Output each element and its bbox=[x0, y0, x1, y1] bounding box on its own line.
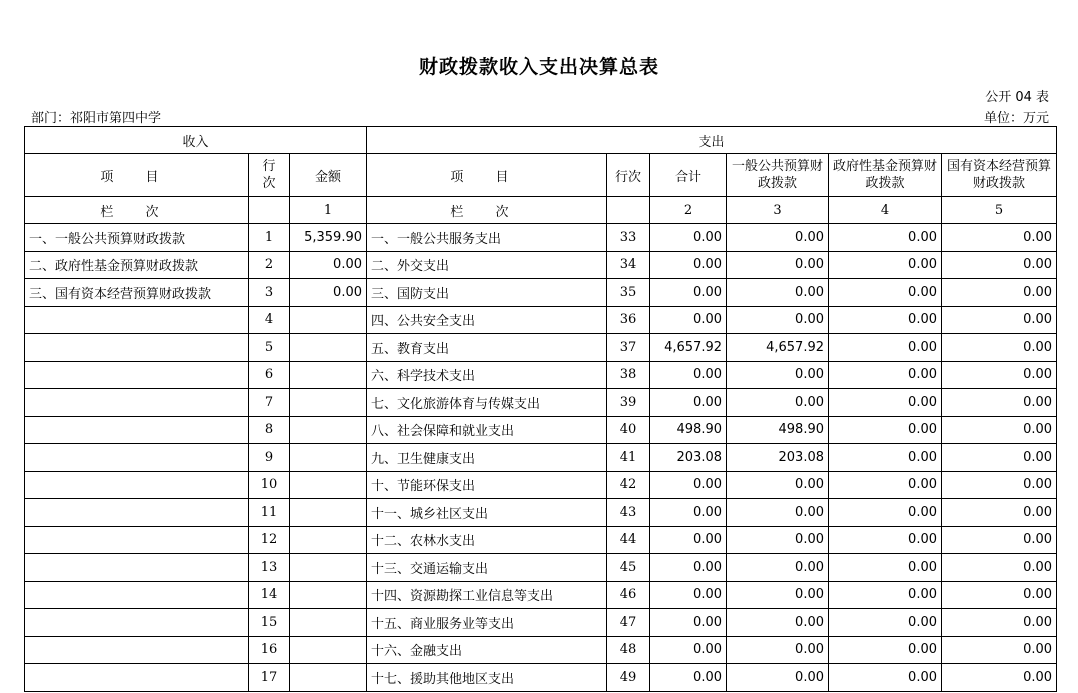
fiscal-summary-table bbox=[24, 126, 1057, 692]
expense-column-label-text: 栏 次 bbox=[450, 204, 523, 220]
general-budget-cell: 0.00 bbox=[727, 361, 829, 389]
department-label: 部门：祁阳市第四中学 bbox=[31, 111, 162, 126]
income-item-cell bbox=[25, 471, 249, 499]
table-row bbox=[25, 251, 1057, 279]
table-row bbox=[25, 444, 1057, 472]
state-capital-cell: 0.00 bbox=[942, 471, 1057, 499]
expense-row-no-cell: 38 bbox=[607, 361, 650, 389]
unit-label: 单位：万元 bbox=[983, 111, 1049, 126]
income-amount-cell bbox=[290, 306, 367, 334]
state-capital-cell: 0.00 bbox=[942, 444, 1057, 472]
table-row bbox=[25, 279, 1057, 307]
expense-row-no-cell: 48 bbox=[607, 636, 650, 664]
state-capital-header: 国有资本经营预算财政拨款 bbox=[942, 154, 1057, 197]
expense-item-cell: 十一、城乡社区支出 bbox=[367, 499, 607, 527]
income-row-no-header bbox=[249, 154, 290, 197]
table-row bbox=[25, 499, 1057, 527]
expense-row-no-cell: 44 bbox=[607, 526, 650, 554]
income-row-no-cell: 9 bbox=[249, 444, 290, 472]
expense-item-cell: 十四、资源勘探工业信息等支出 bbox=[367, 581, 607, 609]
income-item-cell bbox=[25, 361, 249, 389]
table-row bbox=[25, 361, 1057, 389]
expense-item-cell: 一、一般公共服务支出 bbox=[367, 224, 607, 252]
expense-item-cell: 三、国防支出 bbox=[367, 279, 607, 307]
total-cell: 0.00 bbox=[650, 664, 727, 692]
state-capital-cell: 0.00 bbox=[942, 251, 1057, 279]
general-budget-cell: 0.00 bbox=[727, 636, 829, 664]
state-capital-cell: 0.00 bbox=[942, 389, 1057, 417]
total-header: 合计 bbox=[650, 154, 727, 197]
total-cell: 0.00 bbox=[650, 389, 727, 417]
total-cell: 0.00 bbox=[650, 636, 727, 664]
total-cell: 0.00 bbox=[650, 499, 727, 527]
expense-item-cell: 八、社会保障和就业支出 bbox=[367, 416, 607, 444]
general-budget-cell: 4,657.92 bbox=[727, 334, 829, 362]
gov-fund-cell: 0.00 bbox=[829, 334, 942, 362]
income-amount-cell bbox=[290, 526, 367, 554]
expense-row-no-cell: 46 bbox=[607, 581, 650, 609]
table-row bbox=[25, 389, 1057, 417]
expense-item-cell: 五、教育支出 bbox=[367, 334, 607, 362]
expense-item-header bbox=[367, 154, 607, 197]
income-row-no-cell: 13 bbox=[249, 554, 290, 582]
column-number-5: 5 bbox=[942, 197, 1057, 224]
income-item-cell bbox=[25, 306, 249, 334]
state-capital-cell: 0.00 bbox=[942, 306, 1057, 334]
column-header-row bbox=[25, 154, 1057, 197]
gov-fund-cell: 0.00 bbox=[829, 526, 942, 554]
table-row bbox=[25, 526, 1057, 554]
column-number-row bbox=[25, 197, 1057, 224]
total-cell: 0.00 bbox=[650, 279, 727, 307]
column-number-3: 3 bbox=[727, 197, 829, 224]
state-capital-cell: 0.00 bbox=[942, 581, 1057, 609]
income-amount-cell bbox=[290, 581, 367, 609]
expense-item-cell: 十七、援助其他地区支出 bbox=[367, 664, 607, 692]
expense-row-no-cell: 35 bbox=[607, 279, 650, 307]
general-budget-cell: 0.00 bbox=[727, 471, 829, 499]
table-row bbox=[25, 581, 1057, 609]
income-row-no-cell: 14 bbox=[249, 581, 290, 609]
income-row-no-cell: 2 bbox=[249, 251, 290, 279]
income-item-cell bbox=[25, 526, 249, 554]
expense-item-cell: 十五、商业服务业等支出 bbox=[367, 609, 607, 637]
table-row bbox=[25, 306, 1057, 334]
gov-fund-cell: 0.00 bbox=[829, 499, 942, 527]
total-cell: 0.00 bbox=[650, 581, 727, 609]
general-budget-cell: 0.00 bbox=[727, 499, 829, 527]
expense-item-cell: 二、外交支出 bbox=[367, 251, 607, 279]
state-capital-cell: 0.00 bbox=[942, 361, 1057, 389]
income-row-no-cell: 4 bbox=[249, 306, 290, 334]
income-amount-header: 金额 bbox=[290, 154, 367, 197]
table-row bbox=[25, 416, 1057, 444]
expense-section-header: 支出 bbox=[367, 127, 1057, 154]
income-item-cell bbox=[25, 334, 249, 362]
table-row bbox=[25, 609, 1057, 637]
empty-cell bbox=[249, 197, 290, 224]
total-cell: 0.00 bbox=[650, 251, 727, 279]
total-cell: 4,657.92 bbox=[650, 334, 727, 362]
income-amount-cell: 0.00 bbox=[290, 251, 367, 279]
income-item-cell bbox=[25, 636, 249, 664]
income-row-no-cell: 10 bbox=[249, 471, 290, 499]
gov-fund-cell: 0.00 bbox=[829, 664, 942, 692]
income-row-no-cell: 15 bbox=[249, 609, 290, 637]
gov-fund-cell: 0.00 bbox=[829, 609, 942, 637]
section-header-row bbox=[25, 127, 1057, 154]
income-item-cell bbox=[25, 664, 249, 692]
expense-row-no-cell: 39 bbox=[607, 389, 650, 417]
column-number-1: 1 bbox=[290, 197, 367, 224]
general-budget-cell: 0.00 bbox=[727, 389, 829, 417]
column-number-4: 4 bbox=[829, 197, 942, 224]
gov-fund-cell: 0.00 bbox=[829, 554, 942, 582]
total-cell: 0.00 bbox=[650, 306, 727, 334]
total-cell: 0.00 bbox=[650, 609, 727, 637]
income-row-no-cell: 1 bbox=[249, 224, 290, 252]
general-budget-cell: 203.08 bbox=[727, 444, 829, 472]
total-cell: 0.00 bbox=[650, 361, 727, 389]
gov-fund-header: 政府性基金预算财政拨款 bbox=[829, 154, 942, 197]
income-row-no-cell: 16 bbox=[249, 636, 290, 664]
general-budget-cell: 0.00 bbox=[727, 224, 829, 252]
general-budget-cell: 0.00 bbox=[727, 664, 829, 692]
expense-item-cell: 十二、农林水支出 bbox=[367, 526, 607, 554]
gov-fund-cell: 0.00 bbox=[829, 416, 942, 444]
income-amount-cell bbox=[290, 389, 367, 417]
gov-fund-cell: 0.00 bbox=[829, 444, 942, 472]
income-amount-cell bbox=[290, 554, 367, 582]
state-capital-cell: 0.00 bbox=[942, 224, 1057, 252]
expense-row-no-cell: 43 bbox=[607, 499, 650, 527]
income-amount-cell bbox=[290, 334, 367, 362]
total-cell: 0.00 bbox=[650, 471, 727, 499]
expense-item-cell: 十三、交通运输支出 bbox=[367, 554, 607, 582]
expense-item-cell: 六、科学技术支出 bbox=[367, 361, 607, 389]
income-item-cell bbox=[25, 554, 249, 582]
state-capital-cell: 0.00 bbox=[942, 334, 1057, 362]
income-row-no-cell: 11 bbox=[249, 499, 290, 527]
expense-item-cell: 七、文化旅游体育与传媒支出 bbox=[367, 389, 607, 417]
total-cell: 0.00 bbox=[650, 526, 727, 554]
expense-item-cell: 十、节能环保支出 bbox=[367, 471, 607, 499]
income-row-no-cell: 6 bbox=[249, 361, 290, 389]
income-item-cell bbox=[25, 609, 249, 637]
income-row-no-cell: 17 bbox=[249, 664, 290, 692]
income-item-cell bbox=[25, 444, 249, 472]
income-row-no-cell: 5 bbox=[249, 334, 290, 362]
income-item-cell bbox=[25, 499, 249, 527]
income-amount-cell bbox=[290, 664, 367, 692]
table-row bbox=[25, 664, 1057, 692]
expense-row-no-cell: 34 bbox=[607, 251, 650, 279]
income-row-no-cell: 8 bbox=[249, 416, 290, 444]
income-amount-cell: 0.00 bbox=[290, 279, 367, 307]
state-capital-cell: 0.00 bbox=[942, 554, 1057, 582]
state-capital-cell: 0.00 bbox=[942, 609, 1057, 637]
income-column-label bbox=[25, 197, 249, 224]
income-item-cell bbox=[25, 581, 249, 609]
total-cell: 0.00 bbox=[650, 554, 727, 582]
table-row bbox=[25, 636, 1057, 664]
general-budget-cell: 0.00 bbox=[727, 554, 829, 582]
table-row bbox=[25, 334, 1057, 362]
general-budget-cell: 0.00 bbox=[727, 609, 829, 637]
income-section-header: 收入 bbox=[25, 127, 367, 154]
income-item-cell: 一、一般公共预算财政拨款 bbox=[25, 224, 249, 252]
general-budget-cell: 498.90 bbox=[727, 416, 829, 444]
gov-fund-cell: 0.00 bbox=[829, 581, 942, 609]
total-cell: 203.08 bbox=[650, 444, 727, 472]
income-amount-cell: 5,359.90 bbox=[290, 224, 367, 252]
table-body bbox=[25, 224, 1057, 692]
income-amount-cell bbox=[290, 361, 367, 389]
gov-fund-cell: 0.00 bbox=[829, 306, 942, 334]
row-no-header-line1: 行 bbox=[262, 159, 276, 174]
total-cell: 0.00 bbox=[650, 224, 727, 252]
state-capital-cell: 0.00 bbox=[942, 664, 1057, 692]
column-number-2: 2 bbox=[650, 197, 727, 224]
income-row-no-cell: 12 bbox=[249, 526, 290, 554]
gov-fund-cell: 0.00 bbox=[829, 251, 942, 279]
income-amount-cell bbox=[290, 609, 367, 637]
total-cell: 498.90 bbox=[650, 416, 727, 444]
state-capital-cell: 0.00 bbox=[942, 279, 1057, 307]
expense-item-cell: 九、卫生健康支出 bbox=[367, 444, 607, 472]
state-capital-cell: 0.00 bbox=[942, 416, 1057, 444]
expense-row-no-cell: 36 bbox=[607, 306, 650, 334]
income-amount-cell bbox=[290, 636, 367, 664]
income-item-header bbox=[25, 154, 249, 197]
gov-fund-cell: 0.00 bbox=[829, 224, 942, 252]
general-budget-cell: 0.00 bbox=[727, 581, 829, 609]
expense-row-no-cell: 45 bbox=[607, 554, 650, 582]
income-item-cell: 三、国有资本经营预算财政拨款 bbox=[25, 279, 249, 307]
general-budget-cell: 0.00 bbox=[727, 279, 829, 307]
expense-row-no-cell: 37 bbox=[607, 334, 650, 362]
expense-row-no-cell: 41 bbox=[607, 444, 650, 472]
table-number: 公开 04 表 bbox=[985, 90, 1049, 105]
expense-row-no-cell: 33 bbox=[607, 224, 650, 252]
gov-fund-cell: 0.00 bbox=[829, 636, 942, 664]
income-amount-cell bbox=[290, 416, 367, 444]
expense-item-header-label: 项 目 bbox=[450, 169, 523, 185]
general-budget-header: 一般公共预算财政拨款 bbox=[727, 154, 829, 197]
expense-row-no-cell: 47 bbox=[607, 609, 650, 637]
income-item-header-label: 项 目 bbox=[100, 169, 173, 185]
page-title: 财政拨款收入支出决算总表 bbox=[418, 56, 659, 78]
row-no-header-line2: 次 bbox=[262, 176, 276, 191]
gov-fund-cell: 0.00 bbox=[829, 389, 942, 417]
income-column-label-text: 栏 次 bbox=[100, 204, 173, 220]
table-row bbox=[25, 224, 1057, 252]
general-budget-cell: 0.00 bbox=[727, 526, 829, 554]
income-row-no-cell: 7 bbox=[249, 389, 290, 417]
expense-row-no-header: 行次 bbox=[607, 154, 650, 197]
income-item-cell bbox=[25, 416, 249, 444]
income-amount-cell bbox=[290, 444, 367, 472]
expense-row-no-cell: 49 bbox=[607, 664, 650, 692]
income-item-cell bbox=[25, 389, 249, 417]
state-capital-cell: 0.00 bbox=[942, 636, 1057, 664]
general-budget-cell: 0.00 bbox=[727, 251, 829, 279]
expense-item-cell: 四、公共安全支出 bbox=[367, 306, 607, 334]
table-row bbox=[25, 471, 1057, 499]
expense-row-no-cell: 42 bbox=[607, 471, 650, 499]
income-item-cell: 二、政府性基金预算财政拨款 bbox=[25, 251, 249, 279]
income-amount-cell bbox=[290, 471, 367, 499]
expense-item-cell: 十六、金融支出 bbox=[367, 636, 607, 664]
expense-column-label bbox=[367, 197, 607, 224]
gov-fund-cell: 0.00 bbox=[829, 361, 942, 389]
empty-cell bbox=[607, 197, 650, 224]
gov-fund-cell: 0.00 bbox=[829, 471, 942, 499]
state-capital-cell: 0.00 bbox=[942, 499, 1057, 527]
table-row bbox=[25, 554, 1057, 582]
expense-row-no-cell: 40 bbox=[607, 416, 650, 444]
gov-fund-cell: 0.00 bbox=[829, 279, 942, 307]
state-capital-cell: 0.00 bbox=[942, 526, 1057, 554]
income-amount-cell bbox=[290, 499, 367, 527]
income-row-no-cell: 3 bbox=[249, 279, 290, 307]
general-budget-cell: 0.00 bbox=[727, 306, 829, 334]
